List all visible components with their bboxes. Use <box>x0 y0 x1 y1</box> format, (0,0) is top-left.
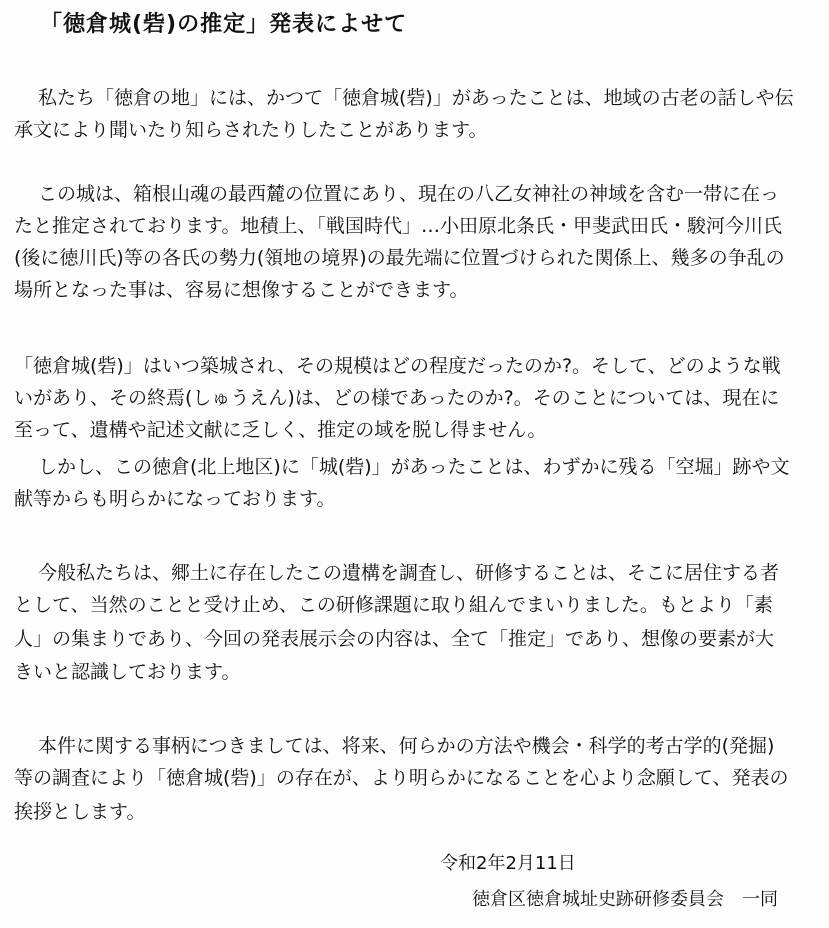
paragraph-3-line-5: 献等からも明らかになっております。 <box>14 488 336 510</box>
document-date: 令和2年2月11日 <box>440 853 576 874</box>
paragraph-4-line-2: として、当然のことと受け止め、この研修課題に取り組んでまいりました。もとより「素 <box>14 594 773 616</box>
paragraph-3-line-3: 至って、遺構や記述文献に乏しく、推定の域を脱し得ません。 <box>14 419 547 441</box>
document-title: 「徳倉城(砦)の推定」発表によせて <box>40 12 408 37</box>
document-signature: 徳倉区徳倉城址史跡研修委員会 一同 <box>472 889 778 910</box>
paragraph-2-line-4: 場所となった事は、容易に想像することができます。 <box>14 279 469 301</box>
paragraph-1-line-2: 承文により聞いたり知らされたりしたことがあります。 <box>14 119 488 141</box>
paragraph-5-line-2: 等の調査により「徳倉城(砦)」の存在が、より明らかになることを心より念願して、発表の <box>14 767 789 789</box>
paragraph-3-line-2: いがあり、その終焉(しゅうえん)は、どの様であったのか?。そのことについては、現在に <box>14 387 780 409</box>
paragraph-3-line-4: しかし、この徳倉(北上地区)に「城(砦)」があったことは、わずかに残る「空堀」跡や文 <box>38 456 790 478</box>
paragraph-2-line-2: たと推定されております。地積上、「戦国時代」…小田原北条氏・甲斐武田氏・駿河今川氏 <box>14 215 782 237</box>
paragraph-4-line-3: 人」の集まりであり、今回の発表展示会の内容は、全て「推定」であり、想像の要素が大 <box>14 628 775 650</box>
paragraph-1-line-1: 私たち「徳倉の地」には、かつて「徳倉城(砦)」があったことは、地域の古老の話しや伝 <box>38 87 794 109</box>
paragraph-4-line-1: 今般私たちは、郷土に存在したこの遺構を調査し、研修することは、そこに居住する者 <box>38 562 780 584</box>
paragraph-3-line-1: 「徳倉城(砦)」はいつ築城され、その規模はどの程度だったのか?。そして、どのような戦 <box>14 355 781 377</box>
paragraph-5-line-3: 挨拶とします。 <box>14 801 146 823</box>
paragraph-5-line-1: 本件に関する事柄につきましては、将来、何らかの方法や機会・科学的考古学的(発掘) <box>38 735 775 757</box>
paragraph-2-line-1: この城は、箱根山魂の最西麓の位置にあり、現在の八乙女神社の神域を含む一帯に在っ <box>38 183 780 205</box>
paragraph-4-line-4: きいと認識しております。 <box>14 661 241 683</box>
paragraph-2-line-3: (後に徳川氏)等の各氏の勢力(領地の境界)の最先端に位置づけられた関係上、幾多の争乱の <box>14 247 785 269</box>
